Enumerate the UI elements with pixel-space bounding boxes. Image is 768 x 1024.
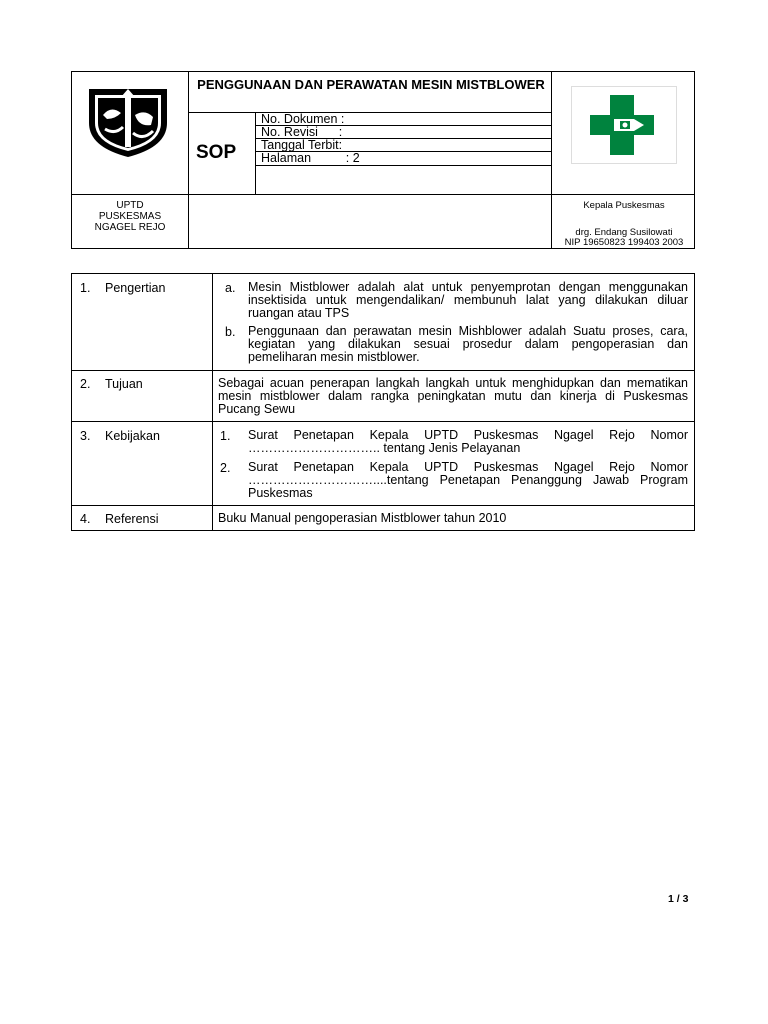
unit-line-2: PUSKESMAS — [98, 211, 162, 222]
document-title: PENGGUNAAN DAN PERAWATAN MESIN MISTBLOWER — [197, 77, 545, 92]
head-nip: NIP 19650823 199403 2003 — [564, 237, 684, 248]
section-label-tujuan: Tujuan — [105, 377, 143, 391]
green-cross-icon — [572, 87, 676, 163]
sop-content-table — [71, 273, 695, 531]
head-title: Kepala Puskesmas — [583, 200, 665, 211]
page-number: 1 / 3 — [668, 893, 689, 905]
unit-line-3: NGAGEL REJO — [94, 222, 166, 233]
kebijakan-item-2: Surat Penetapan Kepala UPTD Puskesmas Ngagel Rejo Nomor …………………………....tentang Penetapan Penanggung Jawab Program Puskesmas — [248, 460, 688, 500]
item-marker: 2. — [220, 461, 231, 475]
sop-label: SOP — [196, 142, 237, 163]
section-label-kebijakan: Kebijakan — [105, 429, 160, 443]
signature-block — [552, 228, 696, 248]
item-marker: a. — [225, 281, 236, 295]
doc-number-label: No. Dokumen : — [261, 112, 345, 126]
shield-emblem-icon — [85, 83, 171, 159]
puskesmas-logo — [571, 86, 677, 164]
pengertian-item-b: Penggunaan dan perawatan mesin Mishblower adalah Suatu proses, cara, kegiatan yang dilakukan sesuai prosedur dalam pengoperasian dan pemeliharan mesin mistblower. — [248, 324, 688, 364]
section-label-referensi: Referensi — [105, 512, 159, 526]
section-label-pengertian: Pengertian — [105, 281, 166, 295]
pengertian-item-a: Mesin Mistblower adalah alat untuk penyemprotan dengan menggunakan insektisida untuk mengendalikan/ membunuh lalat yang dilakukan diluar ruangan atau TPS — [248, 280, 688, 320]
tujuan-text: Sebagai acuan penerapan langkah langkah untuk menghidupkan dan mematikan mesin mistblower dalam rangka peningkatan mutu dan kinerja di Puskesmas Pucang Sewu — [218, 376, 688, 416]
item-marker: b. — [225, 325, 236, 339]
section-number: 2. — [80, 377, 91, 391]
city-emblem-logo — [85, 83, 171, 159]
kebijakan-item-1: Surat Penetapan Kepala UPTD Puskesmas Ngagel Rejo Nomor ………………………….. tentang Jenis Pelayanan — [248, 428, 688, 455]
page-label: Halaman : 2 — [261, 151, 360, 165]
section-number: 1. — [80, 281, 91, 295]
header-table — [71, 71, 695, 249]
head-name: drg. Endang Susilowati — [575, 227, 673, 238]
unit-line-1: UPTD — [116, 200, 144, 211]
referensi-text: Buku Manual pengoperasian Mistblower tahun 2010 — [218, 511, 507, 525]
section-number: 4. — [80, 512, 91, 526]
publish-date-label: Tanggal Terbit: — [261, 138, 343, 152]
item-marker: 1. — [220, 429, 231, 443]
section-number: 3. — [80, 429, 91, 443]
unit-name — [72, 200, 188, 233]
revision-label: No. Revisi : — [261, 125, 343, 139]
